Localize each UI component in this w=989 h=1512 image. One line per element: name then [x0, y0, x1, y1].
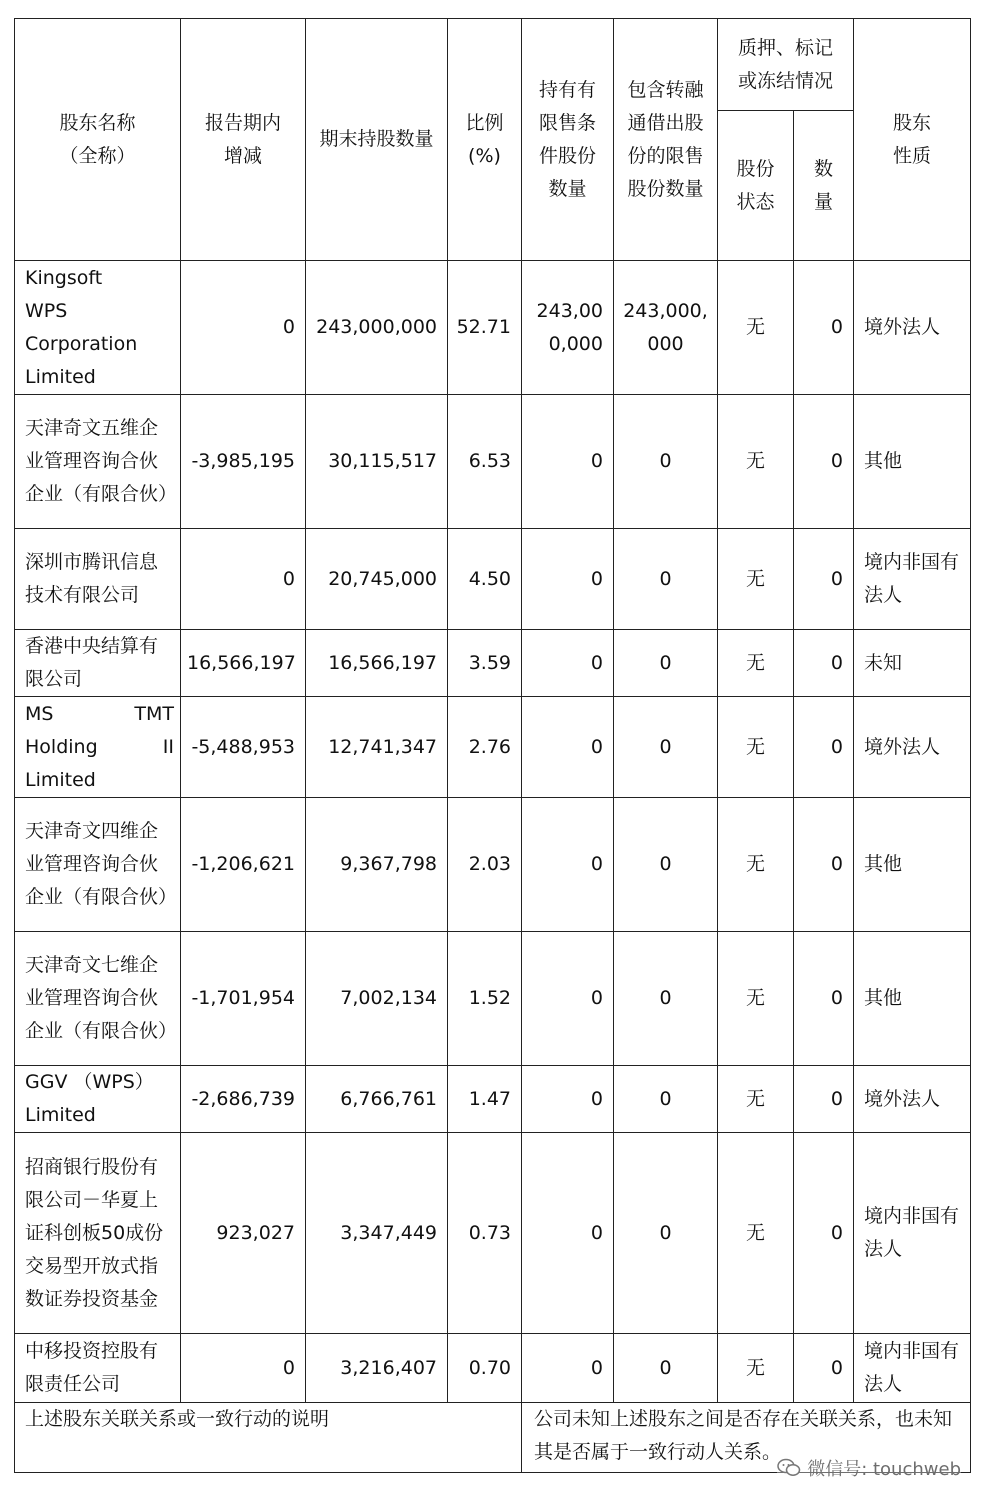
- table-row: [15, 798, 971, 932]
- holder-change: -1,701,954: [181, 932, 306, 1066]
- holder-status: 无: [718, 261, 794, 395]
- holder-change: 0: [181, 261, 306, 395]
- holder-restricted: 0: [522, 1066, 614, 1133]
- holder-lent: 0: [614, 697, 718, 798]
- header-nature: 股东性质: [854, 19, 971, 261]
- holder-name: Kingsoft WPS Corporation Limited: [15, 261, 181, 395]
- holder-count: 0: [794, 932, 854, 1066]
- holder-name: 中移投资控股有限责任公司: [15, 1334, 181, 1403]
- holder-ratio: 2.76: [448, 697, 522, 798]
- holder-status: 无: [718, 630, 794, 697]
- holder-change: 16,566,197: [181, 630, 306, 697]
- holder-ratio: 0.73: [448, 1133, 522, 1334]
- holder-ratio: 2.03: [448, 798, 522, 932]
- holder-restricted: 0: [522, 798, 614, 932]
- holder-nature: 其他: [854, 395, 971, 529]
- holder-change: 0: [181, 1334, 306, 1403]
- holder-nature: 境外法人: [854, 1066, 971, 1133]
- holder-restricted: 0: [522, 395, 614, 529]
- wechat-icon: [777, 1458, 801, 1478]
- holder-nature: 其他: [854, 798, 971, 932]
- holder-shares: 16,566,197: [306, 630, 448, 697]
- holder-lent: 0: [614, 798, 718, 932]
- holder-lent: 0: [614, 529, 718, 630]
- holder-shares: 3,347,449: [306, 1133, 448, 1334]
- header-pledge-count: 数量: [794, 111, 854, 261]
- holder-lent: 0: [614, 1133, 718, 1334]
- holder-nature: 其他: [854, 932, 971, 1066]
- holder-ratio: 0.70: [448, 1334, 522, 1403]
- holder-restricted: 0: [522, 697, 614, 798]
- holder-ratio: 4.50: [448, 529, 522, 630]
- holder-change: -1,206,621: [181, 798, 306, 932]
- header-pledge-status: 股份状态: [718, 111, 794, 261]
- holder-lent: 0: [614, 395, 718, 529]
- holder-status: 无: [718, 798, 794, 932]
- holder-restricted: 243,000,000: [522, 261, 614, 395]
- holder-name: 香港中央结算有限公司: [15, 630, 181, 697]
- holder-shares: 30,115,517: [306, 395, 448, 529]
- holder-status: 无: [718, 1334, 794, 1403]
- header-restricted: 持有有限售条件股份数量: [522, 19, 614, 261]
- holder-change: -5,488,953: [181, 697, 306, 798]
- holder-nature: 境内非国有法人: [854, 1133, 971, 1334]
- holder-change: 0: [181, 529, 306, 630]
- watermark: [777, 1455, 961, 1481]
- holder-name: 深圳市腾讯信息技术有限公司: [15, 529, 181, 630]
- header-shares-end: 期末持股数量: [306, 19, 448, 261]
- holder-change: 923,027: [181, 1133, 306, 1334]
- header-pledge-group: 质押、标记或冻结情况: [718, 19, 854, 111]
- holder-status: 无: [718, 395, 794, 529]
- holder-ratio: 3.59: [448, 630, 522, 697]
- holder-name: GGV （WPS）Limited: [15, 1066, 181, 1133]
- header-ratio: 比例(%): [448, 19, 522, 261]
- table-row: [15, 395, 971, 529]
- holder-shares: 7,002,134: [306, 932, 448, 1066]
- holder-shares: 20,745,000: [306, 529, 448, 630]
- holder-status: 无: [718, 1066, 794, 1133]
- watermark-text: 微信号: touchweb: [807, 1459, 961, 1480]
- holder-nature: 境内非国有法人: [854, 1334, 971, 1403]
- holder-count: 0: [794, 630, 854, 697]
- holder-ratio: 6.53: [448, 395, 522, 529]
- holder-count: 0: [794, 798, 854, 932]
- holder-name: 天津奇文四维企业管理咨询合伙企业（有限合伙）: [15, 798, 181, 932]
- holder-shares: 3,216,407: [306, 1334, 448, 1403]
- holder-shares: 6,766,761: [306, 1066, 448, 1133]
- holder-ratio: 1.47: [448, 1066, 522, 1133]
- holder-status: 无: [718, 697, 794, 798]
- holder-name: 天津奇文七维企业管理咨询合伙企业（有限合伙）: [15, 932, 181, 1066]
- holder-lent: 0: [614, 1066, 718, 1133]
- table-row: [15, 630, 971, 697]
- holder-name: 招商银行股份有限公司－华夏上证科创板50成份交易型开放式指数证券投资基金: [15, 1133, 181, 1334]
- holder-status: 无: [718, 932, 794, 1066]
- holder-shares: 9,367,798: [306, 798, 448, 932]
- table-row: [15, 932, 971, 1066]
- holder-nature: 境外法人: [854, 697, 971, 798]
- holder-change: -2,686,739: [181, 1066, 306, 1133]
- holder-restricted: 0: [522, 932, 614, 1066]
- holder-count: 0: [794, 1066, 854, 1133]
- holder-count: 0: [794, 529, 854, 630]
- table-row: [15, 697, 971, 798]
- table-row: [15, 1133, 971, 1334]
- footer-label: 上述股东关联关系或一致行动的说明: [15, 1403, 522, 1473]
- holder-nature: 境内非国有法人: [854, 529, 971, 630]
- holder-ratio: 1.52: [448, 932, 522, 1066]
- header-lent: 包含转融通借出股份的限售股份数量: [614, 19, 718, 261]
- holder-lent: 0: [614, 932, 718, 1066]
- table-row: [15, 1066, 971, 1133]
- holder-count: 0: [794, 1334, 854, 1403]
- footer-text: 公司未知上述股东之间是否存在关联关系，也未知其是否属于一致行动人关系。: [522, 1403, 971, 1473]
- holder-shares: 243,000,000: [306, 261, 448, 395]
- holder-nature: 境外法人: [854, 261, 971, 395]
- holder-count: 0: [794, 261, 854, 395]
- holder-lent: 0: [614, 630, 718, 697]
- holder-lent: 0: [614, 1334, 718, 1403]
- holder-status: 无: [718, 529, 794, 630]
- header-name: 股东名称（全称）: [15, 19, 181, 261]
- table-row: [15, 529, 971, 630]
- holder-status: 无: [718, 1133, 794, 1334]
- holder-count: 0: [794, 1133, 854, 1334]
- table-row: [15, 1334, 971, 1403]
- table-row: [15, 261, 971, 395]
- holder-ratio: 52.71: [448, 261, 522, 395]
- holder-restricted: 0: [522, 529, 614, 630]
- holder-count: 0: [794, 697, 854, 798]
- holder-shares: 12,741,347: [306, 697, 448, 798]
- holder-count: 0: [794, 395, 854, 529]
- holder-restricted: 0: [522, 1133, 614, 1334]
- holder-name: MS TMT Holding II Limited: [15, 697, 181, 798]
- header-change: 报告期内增减: [181, 19, 306, 261]
- holder-lent: 243,000,000: [614, 261, 718, 395]
- shareholder-table: [14, 18, 971, 1473]
- holder-restricted: 0: [522, 1334, 614, 1403]
- holder-name: 天津奇文五维企业管理咨询合伙企业（有限合伙）: [15, 395, 181, 529]
- holder-restricted: 0: [522, 630, 614, 697]
- holder-change: -3,985,195: [181, 395, 306, 529]
- holder-nature: 未知: [854, 630, 971, 697]
